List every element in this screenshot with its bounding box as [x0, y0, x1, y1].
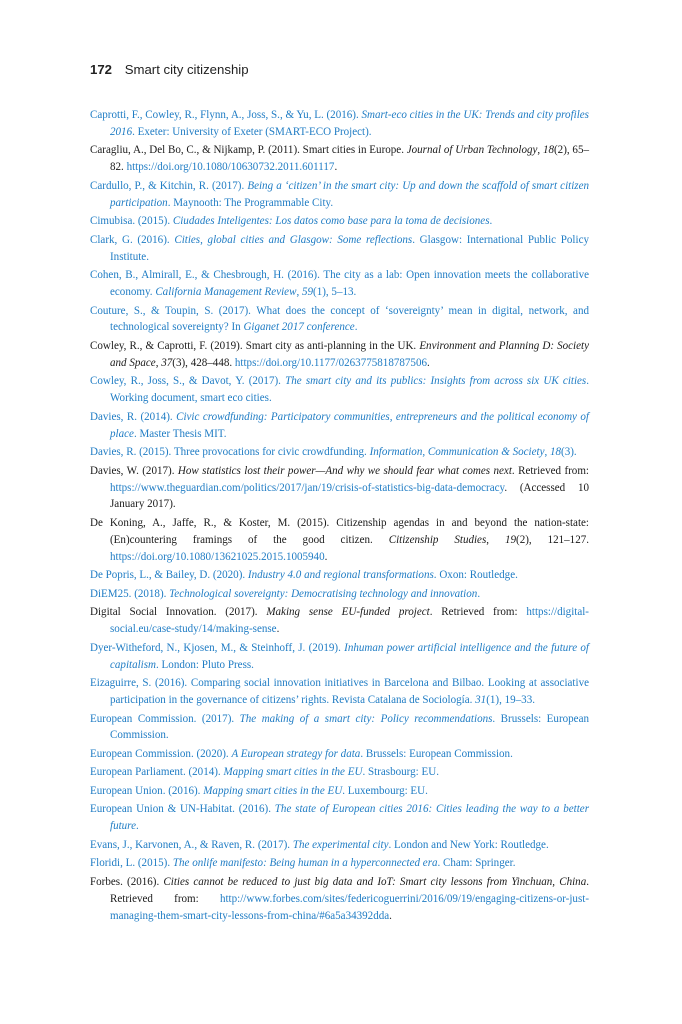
- reference-text: European Commission. (2020).: [90, 747, 232, 760]
- reference-text: (1), 5–13.: [313, 286, 357, 299]
- reference-title: 31: [475, 694, 487, 706]
- reference-text: (3).: [561, 446, 577, 459]
- reference-entry: [90, 107, 589, 141]
- reference-text: Caprotti, F., Cowley, R., Flynn, A., Joss, S., & Yu, L. (2016).: [90, 109, 362, 121]
- reference-entry: [90, 178, 589, 212]
- reference-entry: [90, 232, 589, 266]
- reference-title: The state of European cities 2016: Cities leading the way to a better future: [110, 803, 590, 833]
- reference-title: The experimental city: [292, 838, 389, 851]
- reference-title: Inhuman power artificial intelligence and the future of capitalism: [110, 641, 589, 671]
- reference-title: 37: [161, 356, 173, 369]
- reference-text: De Popris, L., & Bailey, D. (2020).: [90, 569, 248, 582]
- running-title: Smart city citizenship: [124, 62, 249, 77]
- reference-text: (3), 428–448.: [172, 356, 235, 369]
- reference-entry: [90, 874, 589, 925]
- reference-title: The smart city and its publics: Insights from across six UK cities: [285, 375, 587, 388]
- reference-title: 18: [550, 446, 562, 459]
- reference-text: .: [324, 550, 328, 563]
- reference-entry: [90, 640, 589, 674]
- reference-link[interactable]: https://www.theguardian.com/politics/2017/jan/19/crisis-of-statistics-big-data-democracy: [110, 481, 505, 494]
- reference-entry: [90, 764, 589, 781]
- reference-title: A European strategy for data: [231, 747, 361, 760]
- reference-link[interactable]: https://digital-social.eu/case-study/14/making-sense: [110, 606, 589, 636]
- reference-title: Giganet 2017 conference: [243, 321, 355, 334]
- reference-text: .: [276, 623, 280, 636]
- reference-title: 19: [504, 533, 517, 546]
- reference-text: European Union. (2016).: [90, 784, 204, 797]
- reference-text: European Commission. (2017).: [90, 712, 240, 725]
- reference-title: The onlife manifesto: Being human in a hyperconnected era: [172, 857, 438, 870]
- reference-text: . Cham: Springer.: [437, 857, 516, 870]
- reference-text: .: [489, 215, 493, 228]
- reference-text: . Brussels: European Commission.: [360, 747, 513, 760]
- reference-entry: [90, 711, 589, 745]
- reference-text: . Oxon: Routledge.: [433, 569, 518, 582]
- reference-title: Smart-eco cities in the UK: Trends and city profiles 2016: [110, 109, 589, 138]
- reference-text: ,: [544, 446, 550, 459]
- reference-link[interactable]: https://doi.org/10.1080/10630732.2011.601117: [126, 161, 335, 174]
- reference-entry: [90, 515, 589, 566]
- reference-text: De Koning, A., Jaffe, R., & Koster, M. (2015). Citizenship agendas in and beyond the nation-state: (En)countering framings of the good citizen.: [90, 516, 589, 546]
- reference-text: European Union & UN-Habitat. (2016).: [90, 803, 275, 816]
- reference-text: . London and New York: Routledge.: [388, 838, 549, 851]
- reference-text: . London: Pluto Press.: [156, 658, 254, 671]
- reference-title: California Management Review: [155, 286, 297, 299]
- reference-text: .: [135, 820, 139, 833]
- reference-entry: [90, 463, 589, 514]
- reference-text: Evans, J., Karvonen, A., & Raven, R. (2017).: [90, 838, 293, 851]
- reference-text: Forbes. (2016).: [90, 875, 164, 888]
- reference-entry: [90, 213, 589, 230]
- reference-text: Cowley, R., Joss, S., & Davot, Y. (2017).: [90, 375, 286, 388]
- reference-text: . Retrieved from:: [511, 464, 589, 477]
- reference-entry: [90, 801, 589, 835]
- reference-title: Mapping smart cities in the EU: [203, 784, 343, 797]
- reference-entry: [90, 746, 589, 763]
- reference-entry: [90, 837, 589, 854]
- reference-link[interactable]: http://www.forbes.com/sites/federicoguerrini/2016/09/19/engaging-citizens-or-just-managing-them-smart-city-lessons-from-china/#6a5a34392dda: [110, 892, 589, 922]
- reference-text: . Master Thesis MIT.: [133, 427, 227, 440]
- reference-title: How statistics lost their power—And why we should fear what comes next: [177, 464, 512, 477]
- reference-text: Dyer-Witheford, N., Kjosen, M., & Steinhoff, J. (2019).: [90, 641, 345, 654]
- reference-text: (2), 65–82.: [110, 144, 589, 174]
- reference-entry: [90, 567, 589, 584]
- reference-text: Digital Social Innovation. (2017).: [90, 606, 267, 619]
- reference-text: .: [477, 587, 481, 600]
- reference-text: . Maynooth: The Programmable City.: [167, 196, 334, 209]
- reference-text: ,: [155, 356, 162, 369]
- reference-title: Ciudades Inteligentes: Los datos como base para la toma de decisiones: [172, 215, 490, 228]
- reference-text: . Luxembourg: EU.: [342, 784, 428, 797]
- reference-text: Eizaguirre, S. (2016). Comparing social innovation initiatives in Barcelona and Bilbao. Looking at associative participation in the governance of citizens’ rights. Revista Catalana de Sociología.: [90, 677, 589, 706]
- reference-title: Mapping smart cities in the EU: [223, 766, 363, 779]
- reference-title: Journal of Urban Technology: [406, 144, 538, 157]
- reference-link[interactable]: https://doi.org/10.1080/13621025.2015.1005940: [110, 550, 325, 563]
- reference-text: ,: [486, 533, 505, 546]
- reference-text: . Exeter: University of Exeter (SMART-ECO Project).: [132, 125, 372, 138]
- running-header: [90, 62, 249, 77]
- reference-text: .: [427, 356, 430, 369]
- reference-text: . Working document, smart eco cities.: [110, 375, 589, 405]
- reference-text: .: [389, 909, 392, 922]
- reference-entry: [90, 373, 589, 407]
- page-number: 172: [90, 62, 113, 77]
- reference-link[interactable]: https://doi.org/10.1177/0263775818787506: [234, 356, 427, 369]
- reference-entry: [90, 267, 589, 301]
- reference-title: Environment and Planning D: Society and Space: [110, 339, 590, 369]
- reference-title: Industry 4.0 and regional transformations: [247, 569, 434, 582]
- reference-text: DiEM25. (2018).: [90, 587, 170, 600]
- reference-text: . Retrieved from:: [110, 875, 589, 905]
- reference-text: (2), 121–127.: [516, 533, 590, 546]
- reference-text: . Strasbourg: EU.: [362, 766, 439, 779]
- reference-title: Information, Communication & Society: [369, 446, 545, 459]
- reference-text: .: [334, 161, 338, 174]
- reference-entry: [90, 444, 589, 461]
- reference-title: Cities cannot be reduced to just big data and IoT: Smart city lessons from Yinchuan, China: [163, 875, 587, 888]
- reference-entry: [90, 586, 589, 603]
- reference-text: Davies, R. (2015). Three provocations for civic crowdfunding.: [90, 446, 370, 459]
- reference-title: Cities, global cities and Glasgow: Some reflections: [174, 233, 413, 246]
- reference-entry: [90, 142, 589, 176]
- reference-title: Citizenship Studies: [388, 533, 487, 546]
- reference-text: Floridi, L. (2015).: [90, 857, 173, 870]
- reference-title: 59: [301, 286, 314, 299]
- reference-title: The making of a smart city: Policy recommendations: [239, 712, 493, 725]
- reference-text: Cohen, B., Almirall, E., & Chesbrough, H. (2016). The city as a lab: Open innovation meets the collaborative economy.: [90, 269, 589, 299]
- reference-text: . Glasgow: International Public Policy Institute.: [110, 233, 589, 263]
- reference-entry: [90, 409, 589, 443]
- reference-title: 18: [542, 144, 554, 157]
- reference-text: . Retrieved from:: [429, 606, 527, 619]
- reference-title: Making sense EU-funded project: [266, 606, 430, 619]
- reference-text: Cardullo, P., & Kitchin, R. (2017).: [90, 179, 248, 192]
- reference-entry: [90, 303, 589, 337]
- reference-entry: [90, 675, 589, 709]
- reference-text: .: [354, 321, 358, 334]
- reference-text: Caragliu, A., Del Bo, C., & Nijkamp, P. (2011). Smart cities in Europe.: [90, 144, 407, 157]
- reference-entry: [90, 604, 589, 638]
- reference-text: Davies, R. (2014).: [90, 410, 177, 423]
- reference-text: Davies, W. (2017).: [90, 464, 178, 477]
- reference-entry: [90, 855, 589, 872]
- reference-title: Technological sovereignty: Democratising technology and innovation: [169, 587, 478, 600]
- reference-entry: [90, 783, 589, 800]
- reference-text: Couture, S., & Toupin, S. (2017). What does the concept of ‘sovereignty’ mean in digital, network, and technological sovereignty? In: [90, 304, 589, 334]
- reference-entry: [90, 338, 589, 372]
- reference-title: Being a ‘citizen’ in the smart city: Up and down the scaffold of smart citizen participation: [110, 179, 590, 209]
- reference-text: ,: [296, 286, 302, 299]
- reference-text: . (Accessed 10 January 2017).: [110, 481, 589, 511]
- reference-text: ,: [537, 144, 543, 157]
- reference-text: Clark, G. (2016).: [90, 233, 175, 246]
- reference-text: (1), 19–33.: [486, 694, 535, 706]
- reference-text: Cowley, R., & Caprotti, F. (2019). Smart city as anti-planning in the UK.: [90, 339, 420, 352]
- reference-text: . Brussels: European Commission.: [110, 712, 589, 742]
- reference-text: European Parliament. (2014).: [90, 766, 224, 779]
- reference-list: [90, 107, 589, 926]
- reference-title: Civic crowdfunding: Participatory communities, entrepreneurs and the political economy of place: [110, 410, 589, 440]
- reference-text: Cimubisa. (2015).: [90, 215, 173, 228]
